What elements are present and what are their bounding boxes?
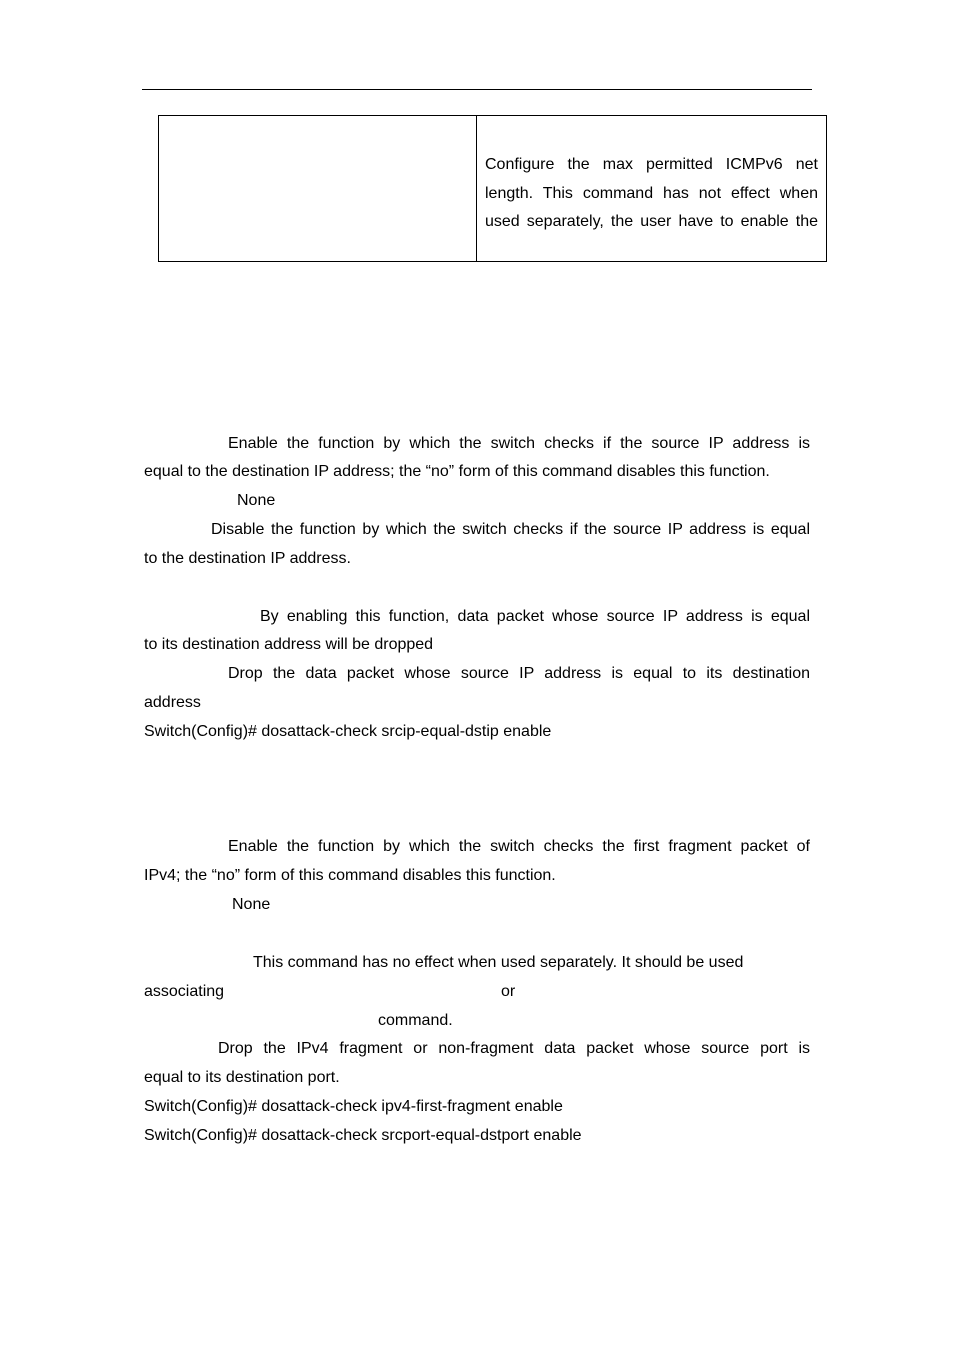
s1-example-command: Switch(Config)# dosattack-check srcip-equal-dstip enable	[144, 723, 552, 740]
table-cell-description	[477, 116, 826, 261]
parameter-table	[158, 115, 827, 262]
s2-function-line1: Enable the function by which the switch checks the first fragment packet of	[228, 838, 810, 855]
s2-example-line2: equal to its destination port.	[144, 1069, 340, 1086]
table-cell-command	[159, 116, 477, 261]
s1-default-line2: to the destination IP address.	[144, 550, 351, 567]
s2-example-line1: Drop the IPv4 fragment or non-fragment data packet whose source port is	[218, 1040, 810, 1057]
s2-default-value: None	[232, 896, 271, 913]
table-cell-line: Configure the max permitted ICMPv6 net	[485, 156, 818, 173]
s1-function-line1: Enable the function by which the switch checks if the source IP address is	[228, 435, 810, 452]
s2-guide-line2-a: associating	[144, 983, 225, 1000]
s1-guide-line1: By enabling this function, data packet whose source IP address is equal	[260, 608, 810, 625]
s1-example-line1: Drop the data packet whose source IP address is equal to its destination	[228, 665, 810, 682]
s1-function-line2: equal to the destination IP address; the “no” form of this command disables this function.	[144, 463, 770, 480]
s1-default-value: None	[237, 492, 276, 509]
header-rule	[142, 89, 812, 90]
s2-example-command2: Switch(Config)# dosattack-check srcport-equal-dstport enable	[144, 1127, 582, 1144]
s2-guide-line2-b: or	[501, 983, 516, 1000]
table-cell-line: length. This command has not effect when	[485, 184, 818, 202]
s2-function-line2: IPv4; the “no” form of this command disables this function.	[144, 867, 556, 884]
s2-guide-line1: This command has no effect when used separately. It should be used	[253, 954, 744, 971]
table-cell-line: used separately, the user have to enable the	[485, 213, 818, 231]
s1-guide-line2: to its destination address will be dropped	[144, 636, 434, 653]
s1-example-line2: address	[144, 694, 201, 711]
s1-default-line1: Disable the function by which the switch checks if the source IP address is equal	[211, 521, 810, 538]
s2-example-command1: Switch(Config)# dosattack-check ipv4-first-fragment enable	[144, 1098, 563, 1115]
s2-guide-line3: command.	[378, 1012, 453, 1029]
